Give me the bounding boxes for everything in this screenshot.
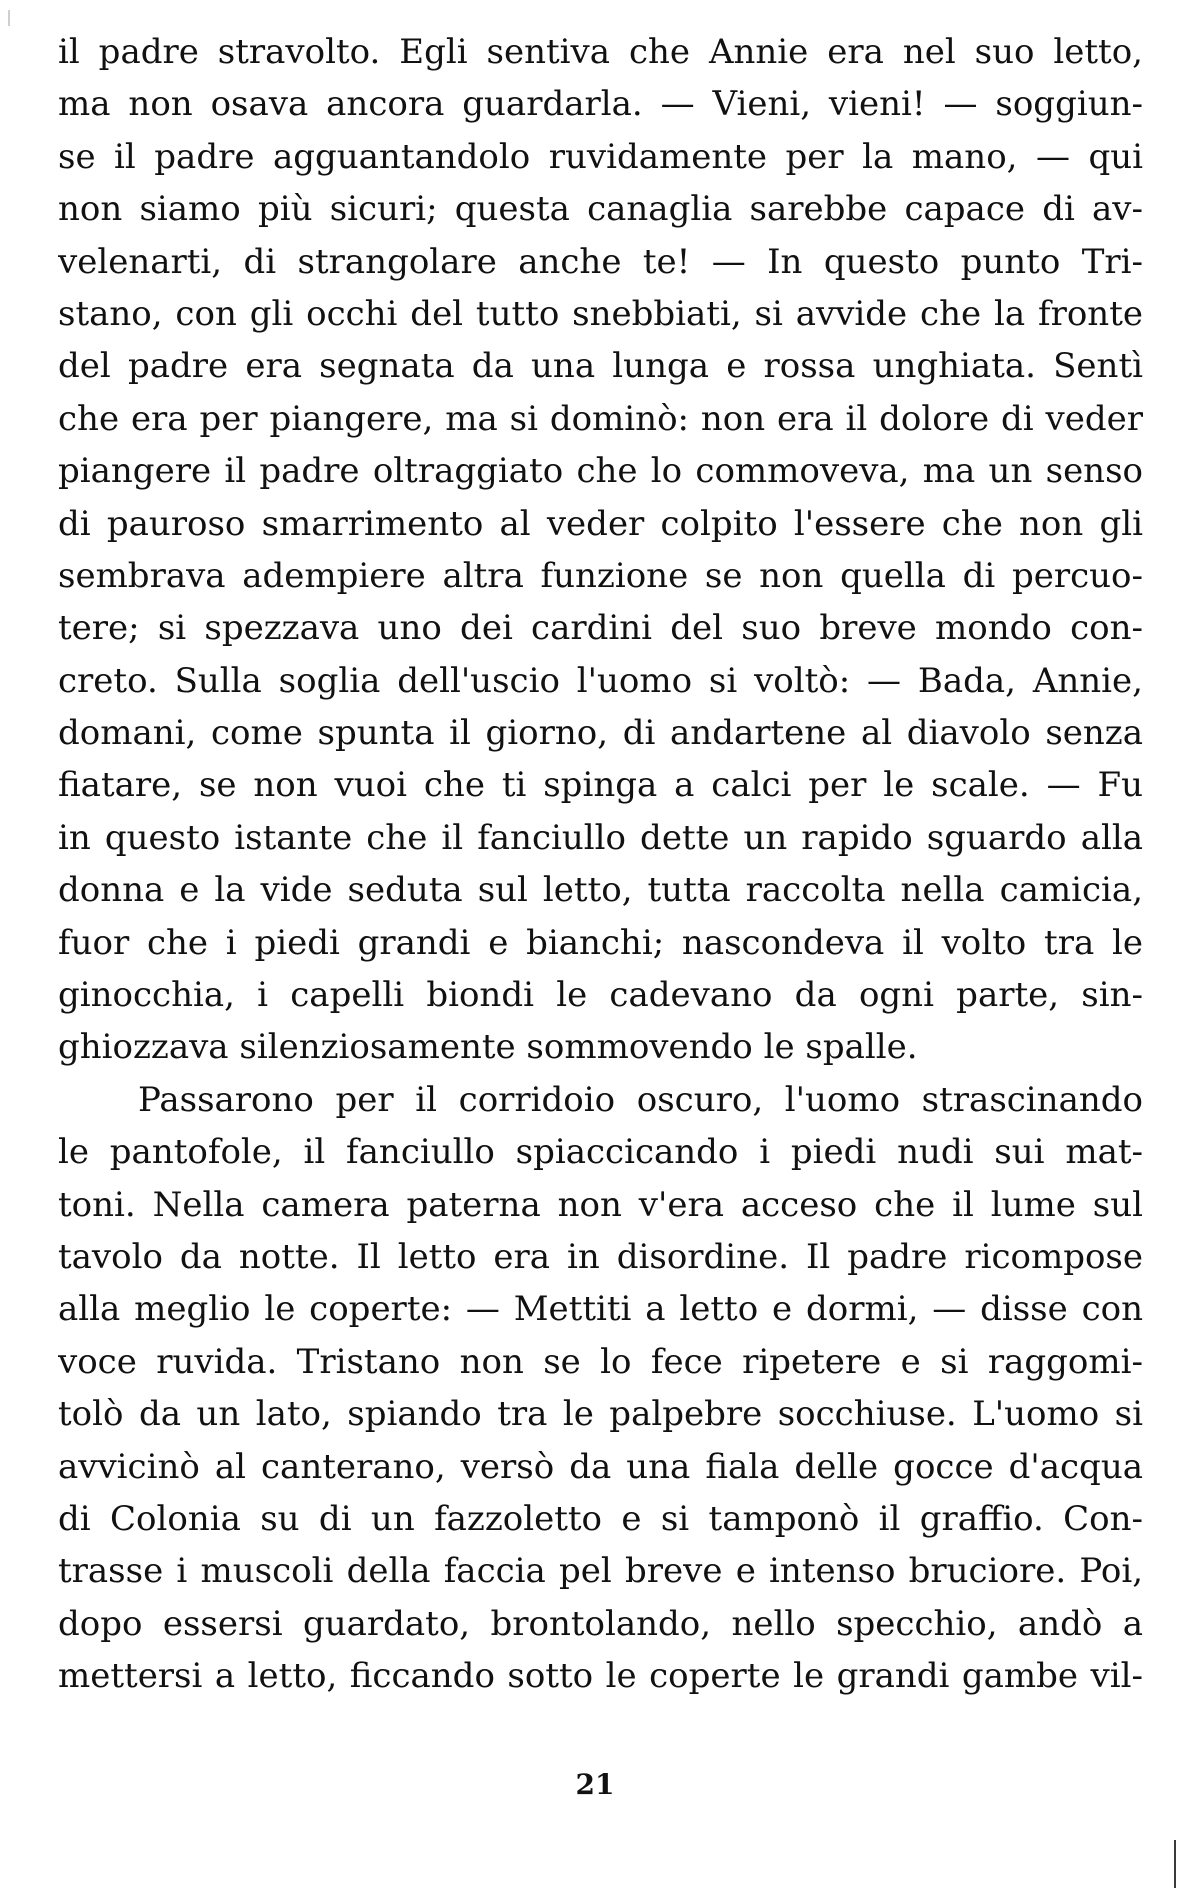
text-line: donna e la vide seduta sul letto, tutta raccolta nella camicia, [58,870,1143,911]
text-line: le pantofole, il fanciullo spiaccicando i piedi nudi sui mat- [58,1132,1143,1173]
text-line: tere; si spezzava uno dei cardini del suo breve mondo con- [58,608,1143,649]
text-line: sembrava adempiere altra funzione se non quella di percuo- [58,555,1143,596]
text-line: toni. Nella camera paterna non v'era acceso che il lume sul [58,1184,1143,1225]
text-line: di Colonia su di un fazzoletto e si tamponò il graffio. Con- [58,1498,1143,1539]
text-line: ginocchia, i capelli biondi le cadevano da ogni parte, sin- [58,975,1143,1016]
text-line: domani, come spunta il giorno, di andartene al diavolo senza [58,713,1143,754]
text-line: avvicinò al canterano, versò da una fiala delle gocce d'acqua [58,1446,1143,1487]
text-line: stano, con gli occhi del tutto snebbiati, si avvide che la fronte [58,293,1143,334]
page-number: 21 [575,1768,615,1801]
text-line: non siamo più sicuri; questa canaglia sarebbe capace di av- [58,189,1143,230]
text-line: se il padre agguantandolo ruvidamente per la mano, — qui [58,136,1143,177]
text-line: che era per piangere, ma si dominò: non era il dolore di veder [58,398,1143,439]
text-line: del padre era segnata da una lunga e rossa unghiata. Sentì [58,346,1143,387]
scan-artifact-bottom [1174,1840,1176,1888]
text-line: trasse i muscoli della faccia pel breve e intenso bruciore. Poi, [58,1551,1143,1592]
text-line: ghiozzava silenziosamente sommovendo le spalle. [58,1027,918,1068]
text-line: dopo essersi guardato, brontolando, nello specchio, andò a [58,1603,1143,1644]
text-line: piangere il padre oltraggiato che lo commoveva, ma un senso [58,451,1143,492]
text-line: in questo istante che il fanciullo dette un rapido sguardo alla [58,817,1143,858]
body-text [58,26,1143,1703]
text-line: fiatare, se non vuoi che ti spinga a calci per le scale. — Fu [58,765,1143,806]
text-line: mettersi a letto, ficcando sotto le coperte le grandi gambe vil- [58,1656,1143,1697]
text-line: il padre stravolto. Egli sentiva che Annie era nel suo letto, [58,32,1143,72]
text-line: Passarono per il corridoio oscuro, l'uomo strascinando [138,1079,1143,1120]
text-line: voce ruvida. Tristano non se lo fece ripetere e si raggomi- [58,1341,1143,1382]
text-line: ma non osava ancora guardarla. — Vieni, vieni! — soggiun- [58,84,1143,125]
text-line: velenarti, di strangolare anche te! — In questo punto Tri- [58,241,1143,282]
text-line: creto. Sulla soglia dell'uscio l'uomo si voltò: — Bada, Annie, [58,660,1143,701]
scan-artifact-top [8,10,10,26]
text-line: tolò da un lato, spiando tra le palpebre socchiuse. L'uomo si [58,1394,1143,1435]
text-line: fuor che i piedi grandi e bianchi; nascondeva il volto tra le [58,922,1143,963]
text-line: tavolo da notte. Il letto era in disordine. Il padre ricompose [58,1236,1143,1277]
text-line: di pauroso smarrimento al veder colpito l'essere che non gli [58,503,1143,544]
text-line: alla meglio le coperte: — Mettiti a letto e dormi, — disse con [58,1289,1143,1330]
